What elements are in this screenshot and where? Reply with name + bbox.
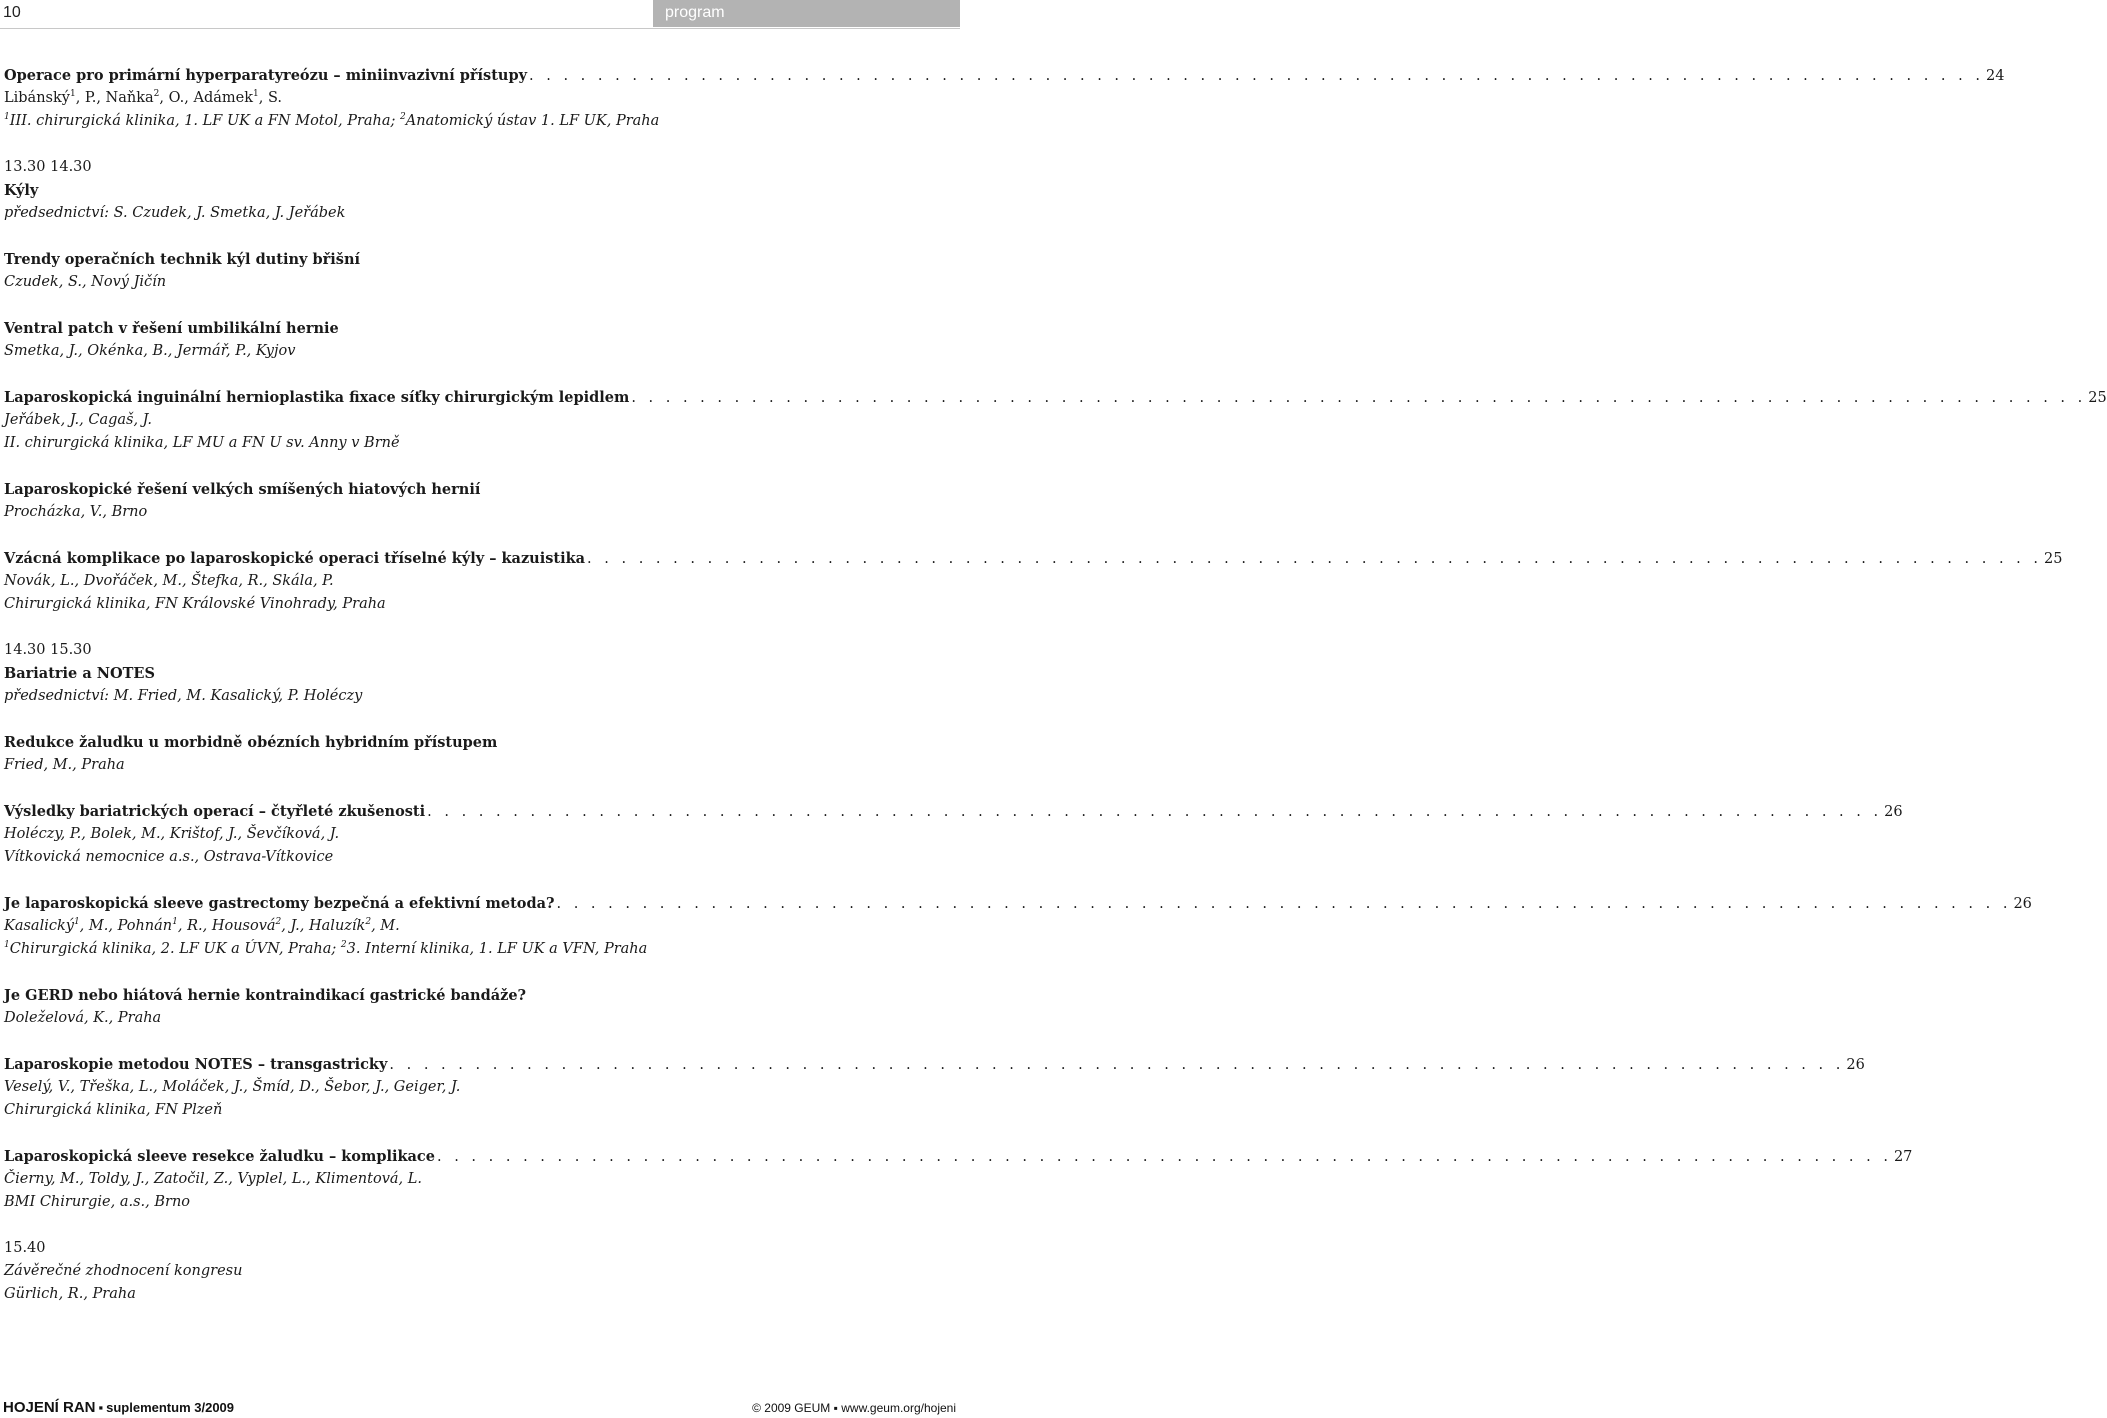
entry-authors: Holéczy, P., Bolek, M., Krištof, J., Ševčíková, J. xyxy=(4,826,340,842)
entry-title: Laparoskopická inguinální hernioplastika fixace síťky chirurgickým lepidlem . . . . . . . . . . . . . . . . . . . . . . . . . . . . . . . . . . . . . . . . . . . . . . . . . . . . . . . . . . . . . . . . . . . . . . . . . . . . . . . . . . . . . 25 xyxy=(4,386,958,409)
session-time: 15.40 xyxy=(4,1240,46,1256)
entry-authors: Doleželová, K., Praha xyxy=(4,1010,162,1026)
entry-authors: Novák, L., Dvořáček, M., Štefka, R., Skála, P. xyxy=(4,573,334,589)
entry-title: Laparoskopie metodou NOTES – transgastricky . . . . . . . . . . . . . . . . . . . . . . . . . . . . . . . . . . . . . . . . . . . . . . . . . . . . . . . . . . . . . . . . . . . . . . . . . . . . . . . . . . . . . 26 xyxy=(4,1053,958,1076)
session-time: 14.30 15.30 xyxy=(4,642,92,658)
entry-institution: Vítkovická nemocnice a.s., Ostrava-Vítkovice xyxy=(4,849,334,865)
program-list xyxy=(4,64,2107,1306)
entry-authors: Veselý, V., Třeška, L., Moláček, J., Šmíd, D., Šebor, J., Geiger, J. xyxy=(4,1079,461,1095)
entry-title: Laparoskopické řešení velkých smíšených hiatových hernií xyxy=(4,481,481,498)
section-label: program xyxy=(665,4,725,21)
dot-leader: . . . . . . . . . . . . . . . . . . . . . . . . . . . . . . . . . . . . . . . . . . . . . . . . . . . . . . . . . . . . . . . . . . . . . . . . . . . . . . . . . . . . . xyxy=(631,390,2087,406)
entry-title: Je GERD nebo hiátová hernie kontraindikací gastrické bandáže? xyxy=(4,987,527,1004)
dot-leader: . . . . . . . . . . . . . . . . . . . . . . . . . . . . . . . . . . . . . . . . . . . . . . . . . . . . . . . . . . . . . . . . . . . . . . . . . . . . . . . . . . . . . xyxy=(587,551,2042,567)
header-rule xyxy=(0,28,960,29)
entry-authors: Kasalický$^1$, M., Pohnán$^1$, R., Housová$^2$, J., Haluzík$^2$, M. xyxy=(4,917,400,934)
dot-leader: . . . . . . . . . . . . . . . . . . . . . . . . . . . . . . . . . . . . . . . . . . . . . . . . . . . . . . . . . . . . . . . . . . . . . . . . . . . . . . . . . . . . . xyxy=(436,1149,1892,1165)
entry-authors: Libánský$^1$, P., Naňka$^2$, O., Adámek$^1$, S. xyxy=(4,89,282,106)
entry-title: Vzácná komplikace po laparoskopické operaci tříselné kýly – kazuistika . . . . . . . . . . . . . . . . . . . . . . . . . . . . . . . . . . . . . . . . . . . . . . . . . . . . . . . . . . . . . . . . . . . . . . . . . . . . . . . . . . . . . 25 xyxy=(4,547,958,570)
entry-authors: Jeřábek, J., Cagaš, J. xyxy=(4,412,152,428)
page-ref: 26 xyxy=(1884,804,1903,820)
page-ref: 25 xyxy=(2044,551,2063,567)
publisher-info xyxy=(752,1401,956,1415)
section-tab xyxy=(653,0,960,27)
dot-leader: . . . . . . . . . . . . . . . . . . . . . . . . . . . . . . . . . . . . . . . . . . . . . . . . . . . . . . . . . . . . . . . . . . . . . . . . . . . . . . . . . . . . . xyxy=(389,1057,1845,1073)
page-number: 10 xyxy=(3,4,21,21)
session-chairs: předsednictví: M. Fried, M. Kasalický, P. Holéczy xyxy=(4,688,363,704)
page-ref: 26 xyxy=(2013,896,2032,912)
entry-title: Redukce žaludku u morbidně obézních hybridním přístupem xyxy=(4,734,498,751)
session-chairs: předsednictví: S. Czudek, J. Smetka, J. Jeřábek xyxy=(4,205,346,221)
entry-title: Trendy operačních technik kýl dutiny břišní xyxy=(4,251,360,268)
session-name: Bariatrie a NOTES xyxy=(4,665,155,682)
entry-title: Operace pro primární hyperparatyreózu – miniinvazivní přístupy . . . . . . . . . . . . . . . . . . . . . . . . . . . . . . . . . . . . . . . . . . . . . . . . . . . . . . . . . . . . . . . . . . . . . . . . . . . . . . . . . . . . . 24 xyxy=(4,64,958,87)
entry-institution: Chirurgická klinika, FN Královské Vinohrady, Praha xyxy=(4,596,386,612)
entry-title: Laparoskopická sleeve resekce žaludku – komplikace . . . . . . . . . . . . . . . . . . . . . . . . . . . . . . . . . . . . . . . . . . . . . . . . . . . . . . . . . . . . . . . . . . . . . . . . . . . . . . . . . . . . . 27 xyxy=(4,1145,958,1168)
entry-authors: Czudek, S., Nový Jičín xyxy=(4,274,167,290)
entry-title: Závěrečné zhodnocení kongresu xyxy=(4,1263,243,1279)
page-ref: 25 xyxy=(2088,390,2107,406)
entry-institution: Chirurgická klinika, FN Plzeň xyxy=(4,1102,223,1118)
page-header xyxy=(0,0,960,27)
session-name: Kýly xyxy=(4,182,39,199)
entry-authors: Smetka, J., Okénka, B., Jermář, P., Kyjov xyxy=(4,343,296,359)
entry-institution: $^1$III. chirurgická klinika, 1. LF UK a FN Motol, Praha; $^2$Anatomický ústav 1. LF UK, Praha xyxy=(4,112,660,129)
page-ref: 27 xyxy=(1893,1149,1913,1165)
page-number-box xyxy=(0,0,640,27)
page-ref: 24 xyxy=(1985,68,2005,84)
entry-institution: II. chirurgická klinika, LF MU a FN U sv. Anny v Brně xyxy=(4,435,400,451)
session-time: 13.30 14.30 xyxy=(4,159,92,175)
entry-institution: BMI Chirurgie, a.s., Brno xyxy=(4,1194,191,1210)
website-link[interactable]: www.geum.org/hojeni xyxy=(841,1401,956,1415)
entry-authors: Gürlich, R., Praha xyxy=(4,1286,136,1302)
entry-authors: Fried, M., Praha xyxy=(4,757,125,773)
journal-info xyxy=(3,1399,234,1416)
entry-institution: $^1$Chirurgická klinika, 2. LF UK a ÚVN, Praha; $^2$3. Interní klinika, 1. LF UK a VFN, Praha xyxy=(4,940,648,957)
supplement-label: suplementum 3/2009 xyxy=(106,1400,235,1415)
entry-title: Je laparoskopická sleeve gastrectomy bezpečná a efektivní metoda? . . . . . . . . . . . . . . . . . . . . . . . . . . . . . . . . . . . . . . . . . . . . . . . . . . . . . . . . . . . . . . . . . . . . . . . . . . . . . . . . . . . . . 26 xyxy=(4,892,958,915)
dot-leader: . . . . . . . . . . . . . . . . . . . . . . . . . . . . . . . . . . . . . . . . . . . . . . . . . . . . . . . . . . . . . . . . . . . . . . . . . . . . . . . . . . . . . xyxy=(529,68,1984,84)
page-footer xyxy=(0,1397,960,1418)
entry-authors: Čierny, M., Toldy, J., Zatočil, Z., Vyplel, L., Klimentová, L. xyxy=(4,1171,422,1187)
journal-name: HOJENÍ RAN xyxy=(3,1399,96,1416)
separator-icon: ▪ xyxy=(833,1401,838,1415)
page-ref: 26 xyxy=(1846,1057,1865,1073)
dot-leader: . . . . . . . . . . . . . . . . . . . . . . . . . . . . . . . . . . . . . . . . . . . . . . . . . . . . . . . . . . . . . . . . . . . . . . . . . . . . . . . . . . . . . xyxy=(556,896,2012,912)
entry-title: Ventral patch v řešení umbilikální hernie xyxy=(4,320,339,337)
separator-icon: ▪ xyxy=(98,1400,104,1415)
copyright: © 2009 GEUM xyxy=(752,1401,831,1415)
entry-title: Výsledky bariatrických operací – čtyřleté zkušenosti . . . . . . . . . . . . . . . . . . . . . . . . . . . . . . . . . . . . . . . . . . . . . . . . . . . . . . . . . . . . . . . . . . . . . . . . . . . . . . . . . . . . . 26 xyxy=(4,800,958,823)
entry-authors: Procházka, V., Brno xyxy=(4,504,148,520)
dot-leader: . . . . . . . . . . . . . . . . . . . . . . . . . . . . . . . . . . . . . . . . . . . . . . . . . . . . . . . . . . . . . . . . . . . . . . . . . . . . . . . . . . . . . xyxy=(427,804,1883,820)
